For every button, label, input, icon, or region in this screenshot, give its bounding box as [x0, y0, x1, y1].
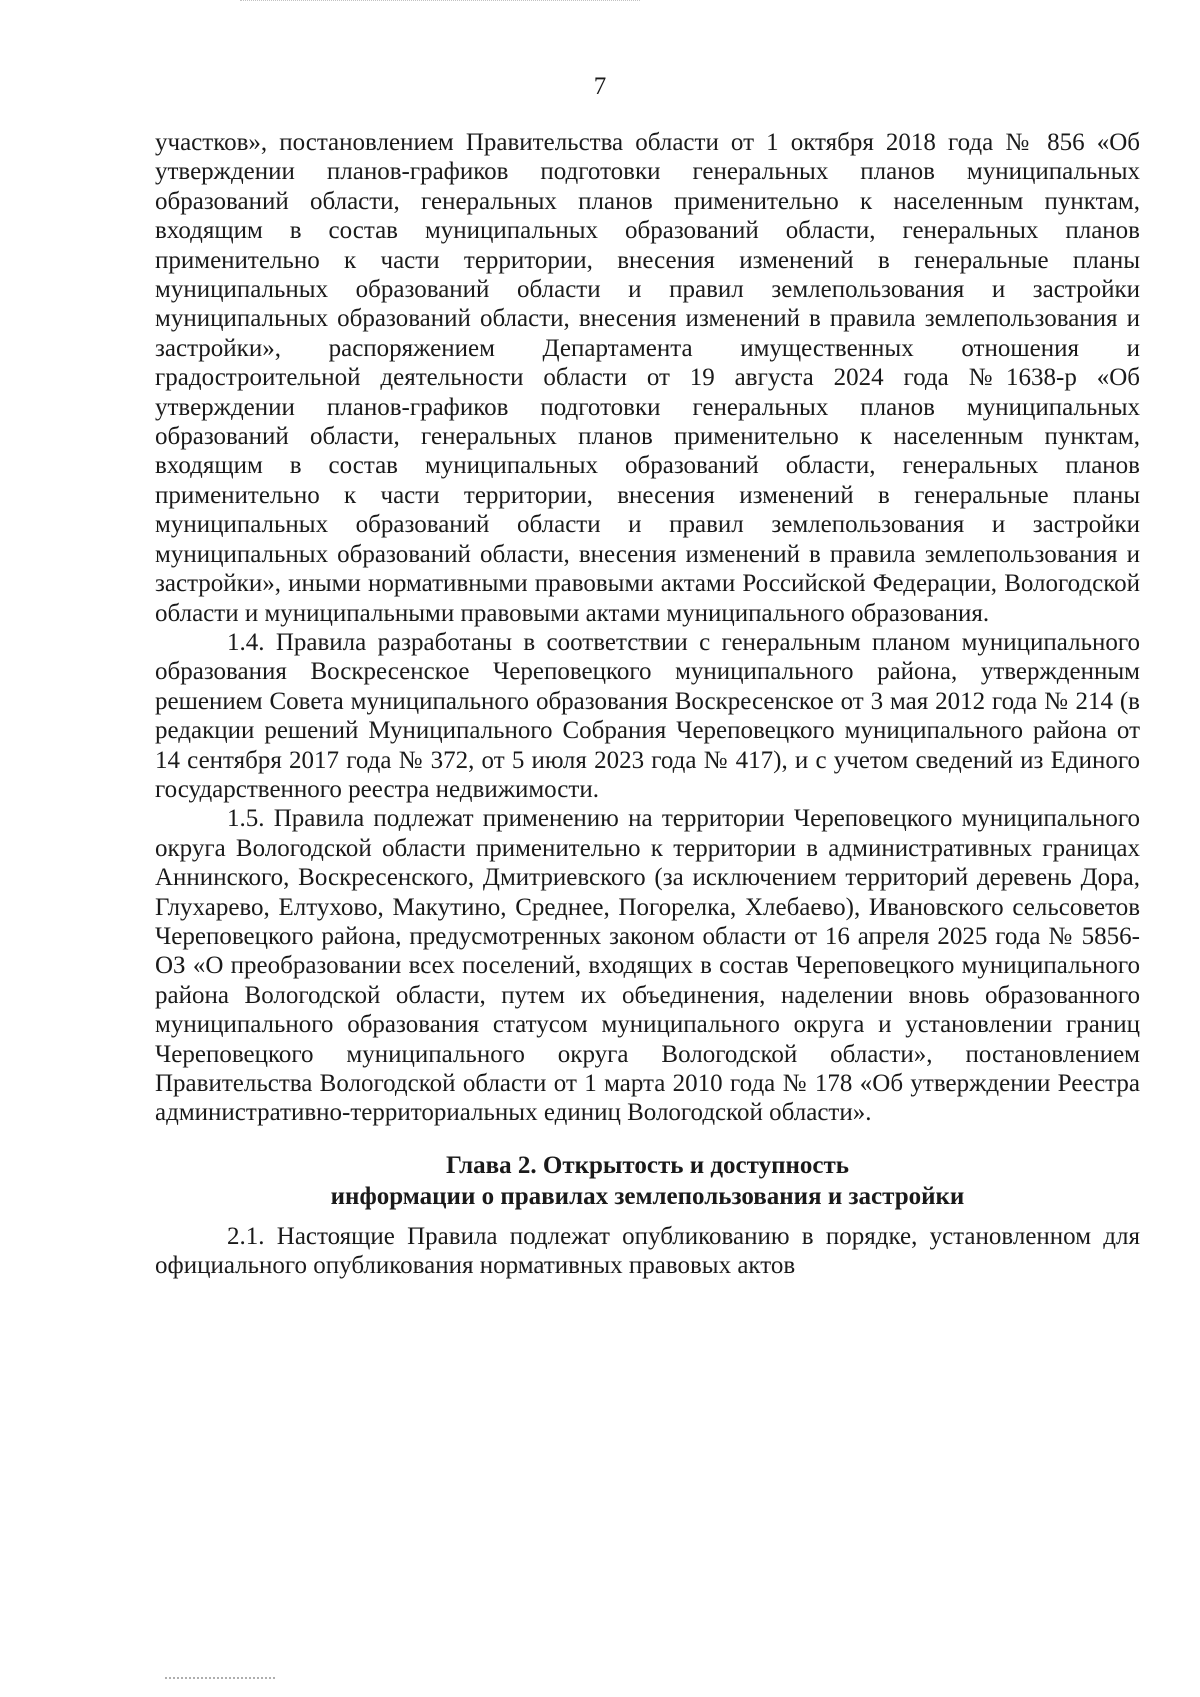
chapter-heading-line-1: Глава 2. Открытость и доступность	[446, 1151, 849, 1179]
scan-artifact-bottom	[165, 1677, 275, 1681]
document-body	[155, 128, 1140, 1281]
scan-artifact-top	[240, 0, 640, 4]
paragraph-1-5: 1.5. Правила подлежат применению на территории Череповецкого муниципального округа Вологодской области применительно к территории в административных границах Аннинского, Воскресенского, Дмитриевского (за исключением территорий деревень Дора, Глухарево, Елтухово, Макутино, Среднее, Погорелка, Хлебаево), Ивановского сельсоветов Череповецкого района, предусмотренных законом области от 16 апреля 2025 года № 5856-ОЗ «О преобразовании всех поселений, входящих в состав Череповецкого муниципального района Вологодской области, путем их объединения, наделении вновь образованного муниципального образования статусом муниципального округа и установлении границ Череповецкого муниципального округа Вологодской области», постановлением Правительства Вологодской области от 1 марта 2010 года № 178 «Об утверждении Реестра административно-территориальных единиц Вологодской области».	[155, 805, 1140, 1127]
chapter-heading	[155, 1150, 1140, 1212]
paragraph-2-1: 2.1. Настоящие Правила подлежат опубликованию в порядке, установленном для официального опубликования нормативных правовых актов	[155, 1222, 1140, 1280]
chapter-heading-line-2: информации о правилах землепользования и застройки	[330, 1182, 965, 1210]
page-number: 7	[593, 73, 607, 100]
paragraph-1-4: 1.4. Правила разработаны в соответствии с генеральным планом муниципального образования Воскресенское Череповецкого муниципального района, утвержденным решением Совета муниципального образования Воскресенское от 3 мая 2012 года № 214 (в редакции решений Муниципального Собрания Череповецкого муниципального района от 14 сентября 2017 года № 372, от 5 июля 2023 года № 417), и с учетом сведений из Единого государственного реестра недвижимости.	[155, 628, 1140, 803]
paragraph-continuation: участков», постановлением Правительства области от 1 октября 2018 года № 856 «Об утверждении планов-графиков подготовки генеральных планов муниципальных образований области, генеральных планов применительно к населенным пунктам, входящим в состав муниципальных образований области, генеральных планов применительно к части территории, внесения изменений в генеральные планы муниципальных образований области и правил землепользования и застройки муниципальных образований области, внесения изменений в правила землепользования и застройки», распоряжением Департамента имущественных отношения и градостроительной деятельности области от 19 августа 2024 года №1638-р «Об утверждении планов-графиков подготовки генеральных планов муниципальных образований области, генеральных планов применительно к населенным пунктам, входящим в состав муниципальных образований области, генеральных планов применительно к части территории, внесения изменений в генеральные планы муниципальных образований области и правил землепользования и застройки муниципальных образований области, внесения изменений в правила землепользования и застройки», иными нормативными правовыми актами Российской Федерации, Вологодской области и муниципальными правовыми актами муниципального образования.	[155, 129, 1140, 627]
